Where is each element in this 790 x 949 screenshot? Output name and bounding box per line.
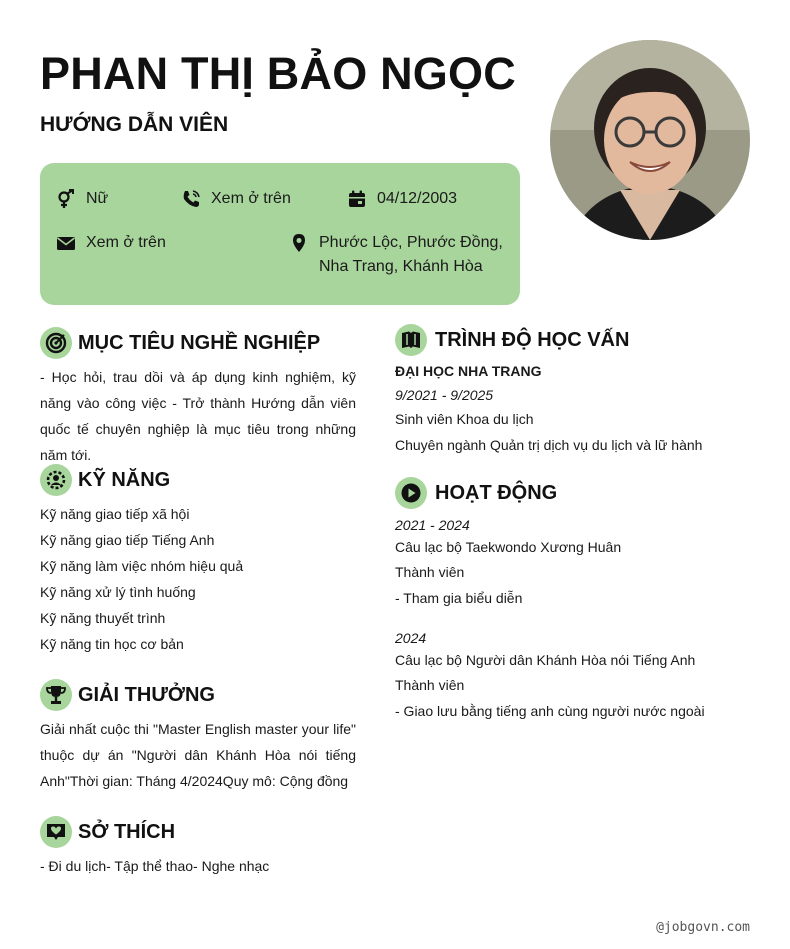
contact-phone: Xem ở trên <box>180 187 291 211</box>
heart-icon <box>40 816 72 848</box>
awards-text: Giải nhất cuộc thi "Master English master your life" thuộc dự án "Người dân Khánh Hòa nói tiếng Anh"Thời gian: Tháng 4/2024Quy mô: Cộng đồng <box>40 721 356 789</box>
contact-gender: Nữ <box>55 187 108 211</box>
education-line: Sinh viên Khoa du lịch <box>395 411 534 427</box>
contact-birthday: 04/12/2003 <box>346 187 457 211</box>
education-line: Chuyên ngành Quản trị dịch vụ du lịch và lữ hành <box>395 437 703 453</box>
trophy-icon <box>40 679 72 711</box>
skills-heading: KỸ NĂNG <box>40 464 170 496</box>
location-icon <box>288 232 310 254</box>
activities-heading: HOẠT ĐỘNG <box>395 477 557 509</box>
activity-desc: - Tham gia biểu diễn <box>395 590 523 606</box>
skill-item: Kỹ năng làm việc nhóm hiệu quả <box>40 558 244 574</box>
education-heading: TRÌNH ĐỘ HỌC VẤN <box>395 324 629 356</box>
skill-item: Kỹ năng xử lý tình huống <box>40 584 196 600</box>
hobbies-text: - Đi du lịch- Tập thể thao- Nghe nhạc <box>40 858 270 874</box>
calendar-icon <box>346 188 368 210</box>
education-school: ĐẠI HỌC NHA TRANG <box>395 363 542 379</box>
activity-org: Câu lạc bộ Người dân Khánh Hòa nói Tiếng Anh <box>395 652 696 668</box>
skills-icon <box>40 464 72 496</box>
objective-text: - Học hỏi, trau dồi và áp dụng kinh nghiệm, kỹ năng vào công việc - Trở thành Hướng dẫn viên quốc tế chuyên nghiệp là mục tiêu trong những năm tới. <box>40 369 356 463</box>
activity-org: Câu lạc bộ Taekwondo Xương Huân <box>395 539 622 555</box>
activity-desc: - Giao lưu bằng tiếng anh cùng người nước ngoài <box>395 703 705 719</box>
skill-item: Kỹ năng thuyết trình <box>40 610 166 626</box>
activity-role: Thành viên <box>395 677 465 693</box>
profile-photo <box>550 40 750 240</box>
candidate-role: HƯỚNG DẪN VIÊN <box>40 113 229 136</box>
skill-item: Kỹ năng giao tiếp Tiếng Anh <box>40 532 215 548</box>
phone-icon <box>180 188 202 210</box>
contact-email: Xem ở trên <box>55 231 166 255</box>
activity-period: 2024 <box>395 630 427 646</box>
education-period: 9/2021 - 9/2025 <box>395 387 494 403</box>
email-icon <box>55 232 77 254</box>
skill-item: Kỹ năng giao tiếp xã hội <box>40 506 190 522</box>
skill-item: Kỹ năng tin học cơ bản <box>40 636 184 652</box>
hobbies-heading: SỞ THÍCH <box>40 816 175 848</box>
contact-address: Phước Lộc, Phước Đồng, Nha Trang, Khánh Hòa <box>288 231 503 279</box>
play-icon <box>395 477 427 509</box>
target-icon <box>40 327 72 359</box>
book-icon <box>395 324 427 356</box>
activity-role: Thành viên <box>395 564 465 580</box>
objective-heading: MỤC TIÊU NGHỀ NGHIỆP <box>40 327 320 359</box>
gender-icon <box>55 188 77 210</box>
awards-heading: GIẢI THƯỞNG <box>40 679 215 711</box>
activity-period: 2021 - 2024 <box>395 517 470 533</box>
candidate-name: PHAN THỊ BẢO NGỌC <box>40 48 516 99</box>
footer-brand: @jobgovn.com <box>656 920 750 935</box>
